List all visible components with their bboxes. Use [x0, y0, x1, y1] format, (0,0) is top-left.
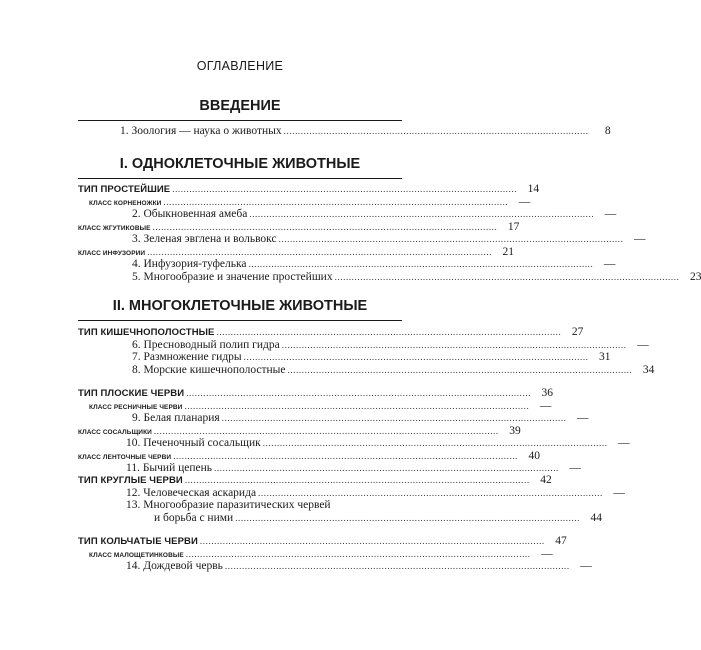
entry-page: 31 [599, 351, 611, 363]
entry-page: 21 [502, 246, 515, 258]
entry-page: 40 [528, 450, 541, 462]
dot-leader: ......................................................................................................................... [184, 401, 530, 411]
toc-entry[interactable] [132, 363, 655, 377]
dot-leader: ......................................................................................................................... [163, 197, 509, 207]
dot-leader: ......................................................................................................................... [216, 327, 562, 337]
entry-page: 23 [689, 271, 701, 283]
dot-leader: ......................................................................................................................... [147, 247, 493, 257]
entry-page: — [637, 339, 649, 351]
toc-entry-type[interactable] [78, 473, 552, 487]
toc-entry[interactable] [154, 511, 603, 525]
dot-leader: ......................................................................................................................... [262, 438, 608, 448]
toc-title: ОГЛАВЛЕНИЕ [196, 59, 284, 73]
entry-label: 14. Дождевой червь [126, 560, 223, 572]
section-divider [78, 120, 402, 121]
toc-entry[interactable] [132, 207, 617, 221]
entry-page: — [618, 437, 630, 449]
entry-page: — [577, 412, 589, 424]
entry-label: 7. Размножение гидры [132, 351, 242, 363]
dot-leader: ......................................................................................................................... [186, 388, 532, 398]
entry-page: 8 [604, 125, 611, 137]
entry-page: 47 [555, 535, 567, 547]
dot-leader: ......................................................................................................................... [221, 413, 567, 423]
entry-page: 34 [642, 364, 655, 376]
entry-label: ТИП КРУГЛЫЕ ЧЕРВИ [78, 475, 183, 486]
entry-label: КЛАСС РЕСНИЧНЫЕ ЧЕРВИ [89, 404, 183, 411]
section-introduction [0, 97, 480, 125]
entry-label: КЛАСС КОРНЕНОЖКИ [89, 200, 162, 207]
toc-entry[interactable] [126, 436, 630, 450]
section-heading: II. МНОГОКЛЕТОЧНЫЕ ЖИВОТНЫЕ [112, 298, 368, 314]
toc-entry[interactable] [132, 350, 611, 364]
dot-leader: ......................................................................................................................... [248, 259, 594, 269]
entry-label: 8. Морские кишечнополостные [132, 364, 286, 376]
section-divider [78, 178, 402, 179]
dot-leader: ......................................................................................................................... [243, 352, 589, 362]
entry-label: ТИП ПЛОСКИЕ ЧЕРВИ [78, 388, 185, 399]
dot-leader: ......................................................................................................................... [184, 475, 530, 485]
dot-leader: ......................................................................................................................... [235, 513, 581, 523]
dot-leader: ......................................................................................................................... [278, 234, 624, 244]
dot-leader: ......................................................................................................................... [152, 222, 498, 232]
toc-entry[interactable] [126, 559, 592, 573]
toc-entry[interactable] [132, 257, 616, 271]
entry-page: — [541, 548, 553, 560]
entry-label: 12. Человеческая аскарида [126, 487, 257, 499]
entry-label: ТИП КИШЕЧНОПОЛОСТНЫЕ [78, 327, 215, 338]
section-heading: ВВЕДЕНИЕ [199, 98, 281, 114]
dot-leader: ......................................................................................................................... [172, 184, 518, 194]
entry-label: КЛАСС ЛЕНТОЧНЫЕ ЧЕРВИ [78, 454, 172, 461]
entry-page: 36 [541, 387, 554, 399]
entry-page: — [539, 400, 552, 412]
entry-page: — [604, 208, 617, 220]
entry-label: КЛАСС МАЛОЩЕТИНКОВЫЕ [89, 552, 184, 559]
entry-page: — [603, 258, 616, 270]
toc-entry[interactable] [132, 270, 701, 284]
entry-label: 5. Многообразие и значение простейших [132, 271, 333, 283]
section-divider [78, 320, 402, 321]
dot-leader: ......................................................................................................................... [249, 209, 595, 219]
entry-label: 2. Обыкновенная амеба [132, 208, 248, 220]
entry-label: и борьба с ними [154, 512, 234, 524]
entry-label: ТИП КОЛЬЧАТЫЕ ЧЕРВИ [78, 536, 198, 547]
entry-label: 11. Бычий цепень [126, 462, 213, 474]
dot-leader: ........................................................................................................... [283, 126, 589, 136]
entry-page: 39 [509, 425, 521, 437]
dot-leader: ......................................................................................................................... [224, 561, 570, 571]
toc-entry-type[interactable] [78, 534, 567, 548]
entry-page: — [613, 487, 625, 499]
entry-label: КЛАСС ЖГУТИКОВЫЕ [78, 225, 151, 232]
entry-label: КЛАСС СОСАЛЬЩИКИ [78, 429, 152, 436]
entry-label: КЛАСС ИНФУЗОРИИ [78, 250, 146, 257]
dot-leader: ......................................................................................................................... [185, 549, 531, 559]
toc-entry-line[interactable] [126, 498, 331, 512]
entry-label: ТИП ПРОСТЕЙШИЕ [78, 184, 171, 195]
toc-entry[interactable] [132, 232, 646, 246]
entry-label: 1. Зоология — наука о животных [120, 125, 282, 137]
dot-leader: ......................................................................................................................... [287, 365, 633, 375]
entry-page: 44 [590, 512, 603, 524]
toc-entry-type[interactable] [78, 182, 540, 196]
toc-entry-type[interactable] [78, 386, 554, 400]
toc-entry[interactable] [132, 411, 589, 425]
entry-label: 13. Многообразие паразитических червей [126, 499, 331, 511]
section-heading: I. ОДНОКЛЕТОЧНЫЕ ЖИВОТНЫЕ [119, 156, 361, 172]
dot-leader: ......................................................................................................................... [173, 451, 519, 461]
dot-leader: ......................................................................................................................... [258, 488, 603, 498]
entry-page: 42 [540, 474, 552, 486]
entry-label: 9. Белая планария [132, 412, 220, 424]
entry-page: — [518, 196, 531, 208]
entry-label: 4. Инфузория-туфелька [132, 258, 247, 270]
entry-label: 10. Печеночный сосальщик [126, 437, 261, 449]
dot-leader: ......................................................................................................................... [214, 463, 559, 473]
entry-label: 6. Пресноводный полип гидра [132, 339, 280, 351]
toc-entry-type[interactable] [78, 325, 584, 339]
entry-page: 17 [507, 221, 520, 233]
entry-page: — [580, 560, 592, 572]
section-unicellular [0, 155, 480, 183]
toc-entry[interactable] [120, 124, 611, 138]
entry-page: 27 [571, 326, 584, 338]
dot-leader: ......................................................................................................................... [334, 272, 680, 282]
entry-page: — [633, 233, 646, 245]
entry-page: — [569, 462, 581, 474]
dot-leader: ......................................................................................................................... [199, 536, 545, 546]
entry-label: 3. Зеленая эвглена и вольвокс [132, 233, 277, 245]
section-multicellular [0, 297, 480, 325]
dot-leader: ......................................................................................................................... [153, 426, 499, 436]
entry-page: 14 [527, 183, 540, 195]
dot-leader: ......................................................................................................................... [281, 340, 627, 350]
